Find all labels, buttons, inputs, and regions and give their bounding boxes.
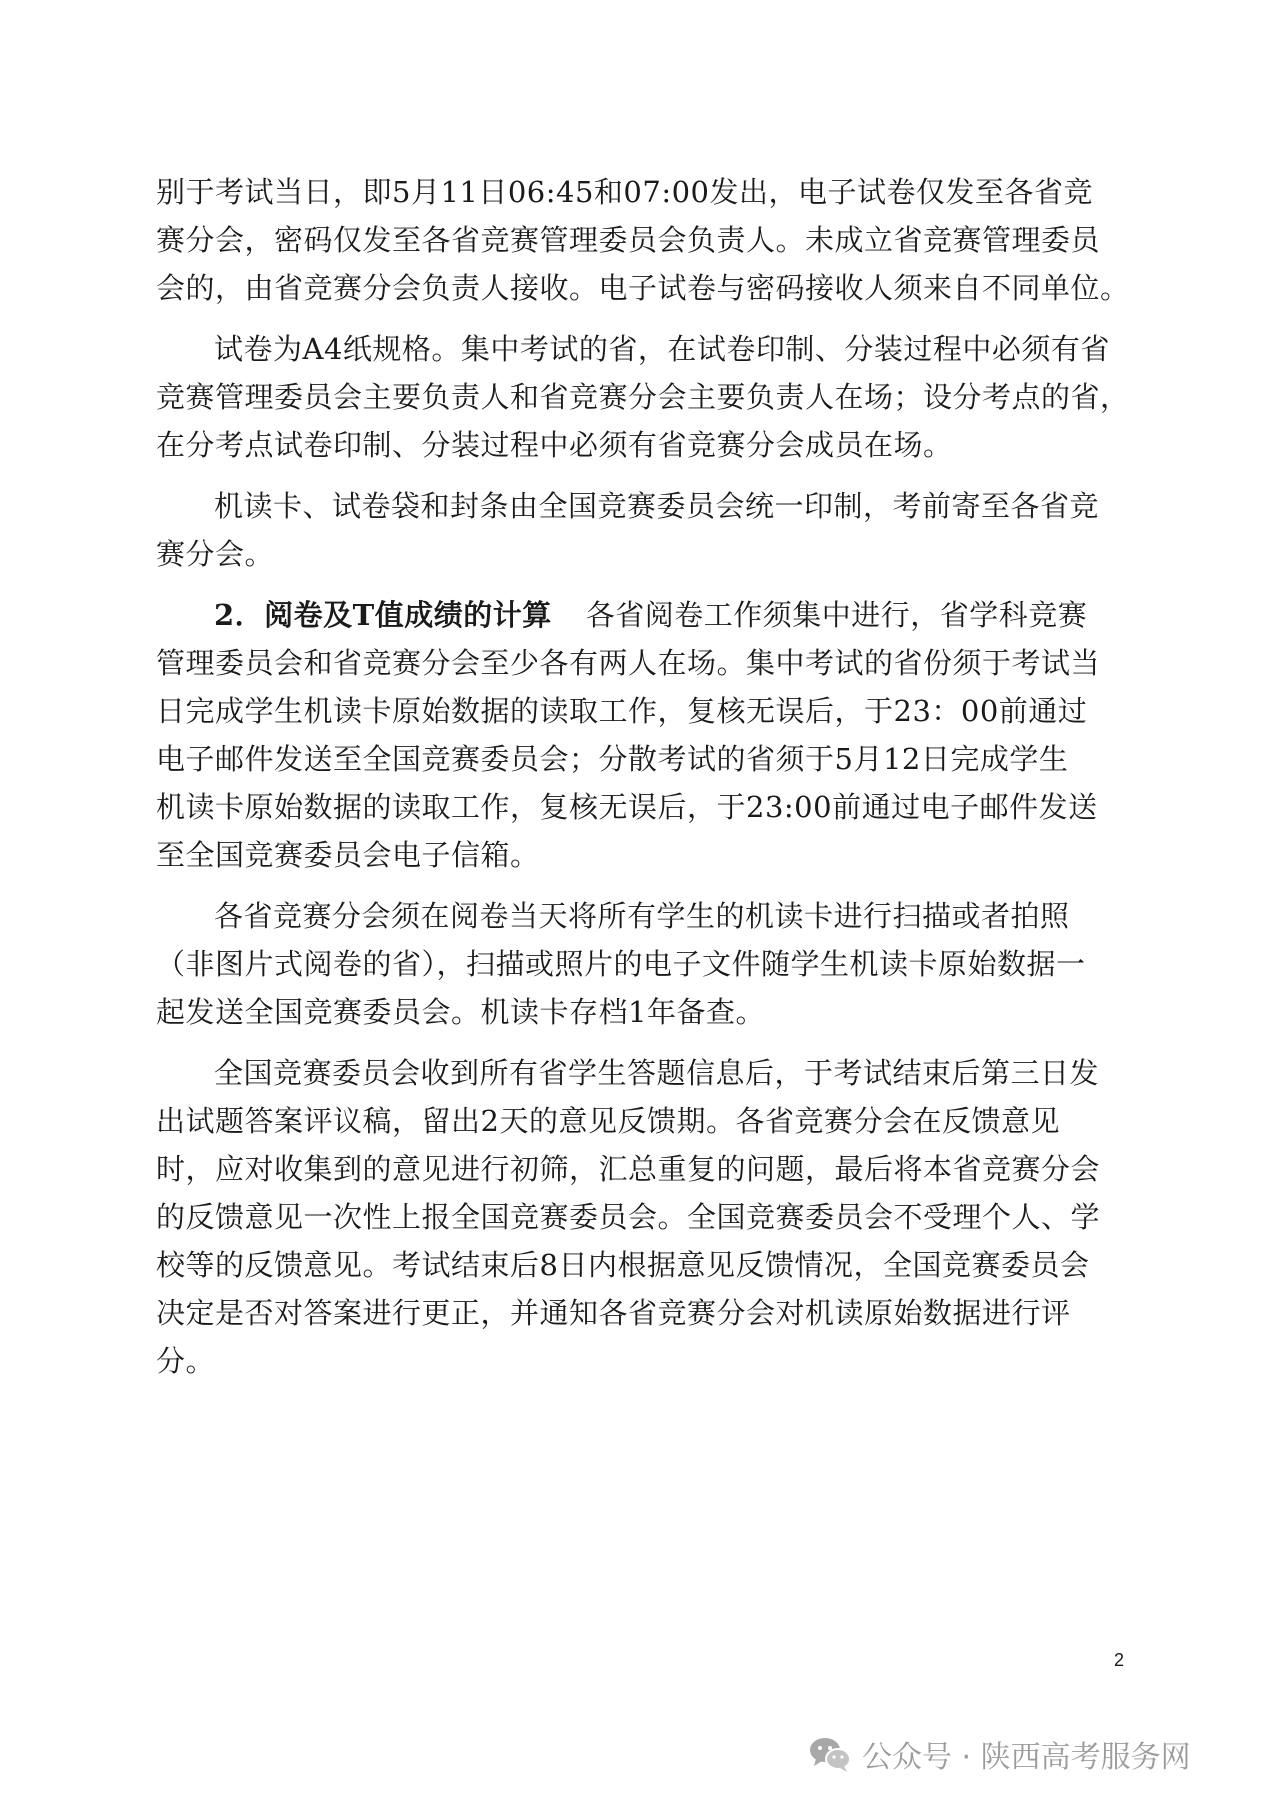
text-line: 时，应对收集到的意见进行初筛，汇总重复的问题，最后将本省竞赛分会 bbox=[156, 1152, 1101, 1186]
text-line: 试卷为A4纸规格。集中考试的省，在试卷印制、分装过程中必须有省 bbox=[214, 332, 1110, 366]
text-line: 至全国竞赛委员会电子信箱。 bbox=[156, 838, 540, 872]
text-line: 管理委员会和省竞赛分会至少各有两人在场。集中考试的省份须于考试当 bbox=[156, 646, 1101, 680]
text-line: 别于考试当日，即5月11日06:45和07:00发出，电子试卷仅发至各省竞 bbox=[156, 175, 1093, 209]
paragraph bbox=[156, 482, 1124, 578]
text-line: 竞赛管理委员会主要负责人和省竞赛分会主要负责人在场；设分考点的省， bbox=[156, 380, 1130, 414]
text-line: 赛分会。 bbox=[156, 537, 275, 571]
paragraph bbox=[156, 325, 1130, 469]
wechat-icon bbox=[808, 1735, 852, 1773]
paragraph bbox=[156, 892, 1124, 1036]
text-line: 决定是否对答案进行更正，并通知各省竞赛分会对机读原始数据进行评 bbox=[156, 1296, 1071, 1330]
text-line: 校等的反馈意见。考试结束后8日内根据意见反馈情况，全国竞赛委员会 bbox=[156, 1248, 1090, 1282]
text-line: 机读卡、试卷袋和封条由全国竞赛委员会统一印制，考前寄至各省竞 bbox=[214, 489, 1100, 523]
watermark bbox=[808, 1732, 1191, 1776]
text-line: 各省竞赛分会须在阅卷当天将所有学生的机读卡进行扫描或者拍照 bbox=[214, 899, 1070, 933]
text-line: 机读卡原始数据的读取工作，复核无误后，于23:00前通过电子邮件发送 bbox=[156, 790, 1098, 824]
text-span: 各省阅卷工作须集中进行，省学科竞赛 bbox=[585, 598, 1088, 632]
text-line: 分。 bbox=[156, 1344, 216, 1378]
section-heading: 2．阅卷及T值成绩的计算 bbox=[214, 598, 552, 632]
text-line bbox=[156, 591, 1124, 639]
text-line: 起发送全国竞赛委员会。机读卡存档1年备查。 bbox=[156, 995, 765, 1029]
text-line: 全国竞赛委员会收到所有省学生答题信息后，于考试结束后第三日发 bbox=[214, 1056, 1100, 1090]
text-line: 出试题答案评议稿，留出2天的意见反馈期。各省竞赛分会在反馈意见 bbox=[156, 1104, 1060, 1138]
page-number: 2 bbox=[1114, 1650, 1125, 1670]
watermark-text: 公众号 · 陕西高考服务网 bbox=[862, 1740, 1191, 1775]
document-body bbox=[156, 168, 1130, 1385]
text-line: 日完成学生机读卡原始数据的读取工作，复核无误后，于23：00前通过 bbox=[156, 694, 1088, 728]
text-line: 赛分会，密码仅发至各省竞赛管理委员会负责人。未成立省竞赛管理委员 bbox=[156, 223, 1101, 257]
text-line: 会的，由省竞赛分会负责人接收。电子试卷与密码接收人须来自不同单位。 bbox=[156, 271, 1130, 305]
text-line: 在分考点试卷印制、分装过程中必须有省竞赛分会成员在场。 bbox=[156, 428, 953, 462]
text-line: 电子邮件发送至全国竞赛委员会；分散考试的省须于5月12日完成学生 bbox=[156, 742, 1069, 776]
paragraph bbox=[156, 1049, 1124, 1385]
text-line: 的反馈意见一次性上报全国竞赛委员会。全国竞赛委员会不受理个人、学 bbox=[156, 1200, 1101, 1234]
paragraph bbox=[156, 168, 1130, 312]
text-line: （非图片式阅卷的省），扫描或照片的电子文件随学生机读卡原始数据一 bbox=[156, 947, 1086, 981]
paragraph bbox=[156, 591, 1124, 879]
